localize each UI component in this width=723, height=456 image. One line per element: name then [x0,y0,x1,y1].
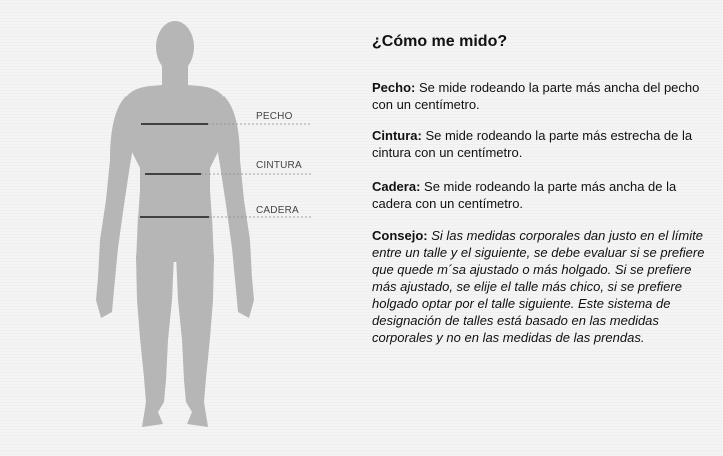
hip-term: Cadera: [372,179,421,194]
silhouette-left-arm [96,96,136,318]
chest-description: Se mide rodeando la parte más ancha del pecho con un centímetro. [372,80,700,112]
tip-term: Consejo: [372,228,428,243]
tip-description: Si las medidas corporales dan justo en el límite entre un talle y el siguiente, se debe evaluar si se prefiere que quede m´sa ajustado o más holgado. Si se prefiere más ajustado, se elije el talle más chico, si se prefiere holgado optar por el talle siguiente. Este sistema de designación de talles está basado en las medidas corporales y no en las medidas de las prendas. [372,228,705,345]
tip-instruction [372,227,707,346]
waist-instruction [372,127,707,161]
silhouette-head [156,21,194,73]
waist-term: Cintura: [372,128,422,143]
chest-instruction [372,79,707,113]
silhouette-right-arm [214,96,254,318]
silhouette-left-leg [136,255,174,427]
hip-label: CADERA [256,205,299,216]
hip-description: Se mide rodeando la parte más ancha de la cadera con un centímetro. [372,179,677,211]
chest-term: Pecho: [372,80,416,95]
waist-label: CINTURA [256,160,302,171]
silhouette-torso [121,84,229,220]
chest-label: PECHO [256,111,293,122]
hip-instruction [372,178,707,212]
instructions-title: ¿Cómo me mido? [372,33,508,50]
waist-description: Se mide rodeando la parte más estrecha de la cintura con un centímetro. [372,128,693,160]
silhouette-right-leg [176,255,214,427]
